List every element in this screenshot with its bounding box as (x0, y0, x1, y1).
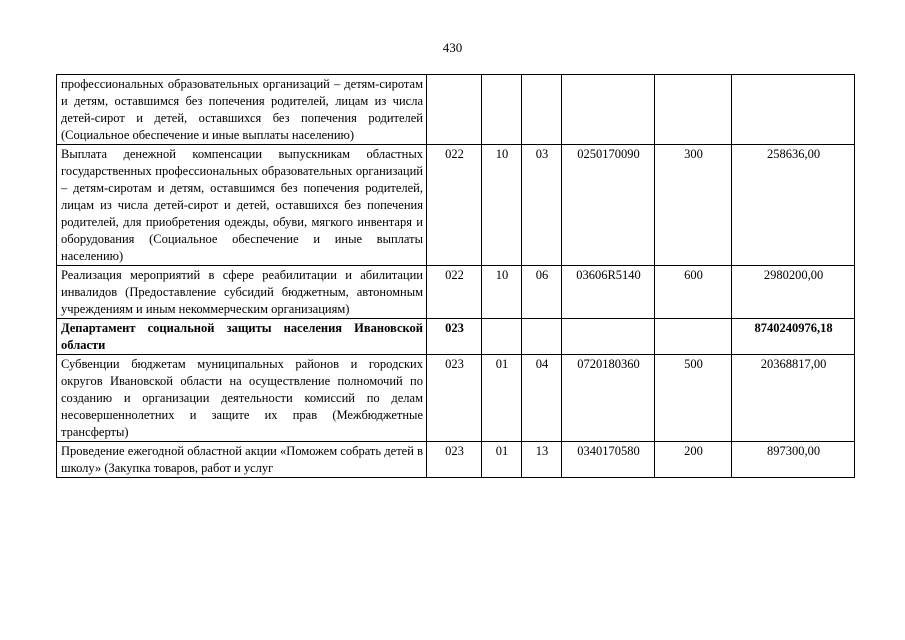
row-subsection-code (522, 75, 562, 145)
row-description: Выплата денежной компенсации выпускникам областных государственных профессиональных образовательных организаций – детям-сиротам и детям, оставшимся без попечения родителей, лицам из числа детей-сирот и детей, оставшихся без попечения родителей, для приобретения одежды, обуви, мягкого инвентаря и оборудования (Социальное обеспечение и иные выплаты населению) (57, 145, 427, 266)
row-ministry-code: 022 (427, 145, 482, 266)
row-expense-type: 600 (655, 266, 732, 319)
row-description: профессиональных образовательных организаций – детям-сиротам и детям, оставшимся без попечения родителей, лицам из числа детей-сирот и детей, оставшихся без попечения родителей (Социальное обеспечение и иные выплаты населению) (57, 75, 427, 145)
row-description: Реализация мероприятий в сфере реабилитации и абилитации инвалидов (Предоставление субсидий бюджетным, автономным учреждениям и иным некоммерческим организациям) (57, 266, 427, 319)
row-amount (732, 75, 855, 145)
row-section-code: 01 (482, 355, 522, 442)
row-amount: 20368817,00 (732, 355, 855, 442)
row-section-code: 10 (482, 145, 522, 266)
row-subsection-code: 04 (522, 355, 562, 442)
row-description: Департамент социальной защиты населения Ивановской области (57, 319, 427, 355)
row-target-article: 0720180360 (562, 355, 655, 442)
table-row (57, 319, 855, 355)
row-description: Субвенции бюджетам муниципальных районов и городских округов Ивановской области на осуществление полномочий по созданию и организации деятельности комиссий по делам несовершеннолетних и защите их прав (Межбюджетные трансферты) (57, 355, 427, 442)
row-expense-type: 500 (655, 355, 732, 442)
row-section-code (482, 319, 522, 355)
row-expense-type (655, 319, 732, 355)
row-subsection-code: 03 (522, 145, 562, 266)
row-target-article: 0340170580 (562, 442, 655, 478)
row-ministry-code (427, 75, 482, 145)
row-amount: 897300,00 (732, 442, 855, 478)
row-expense-type: 300 (655, 145, 732, 266)
row-expense-type (655, 75, 732, 145)
row-ministry-code: 022 (427, 266, 482, 319)
budget-table (56, 74, 855, 478)
table-row (57, 355, 855, 442)
row-target-article (562, 319, 655, 355)
row-ministry-code: 023 (427, 319, 482, 355)
row-target-article: 03606R5140 (562, 266, 655, 319)
row-target-article (562, 75, 655, 145)
row-expense-type: 200 (655, 442, 732, 478)
table-row (57, 75, 855, 145)
row-section-code: 01 (482, 442, 522, 478)
row-section-code: 10 (482, 266, 522, 319)
table-row (57, 266, 855, 319)
row-target-article: 0250170090 (562, 145, 655, 266)
row-subsection-code: 13 (522, 442, 562, 478)
table-row (57, 145, 855, 266)
row-section-code (482, 75, 522, 145)
page-number: 430 (442, 40, 463, 55)
row-amount: 2980200,00 (732, 266, 855, 319)
row-ministry-code: 023 (427, 442, 482, 478)
row-description: Проведение ежегодной областной акции «Поможем собрать детей в школу» (Закупка товаров, работ и услуг (57, 442, 427, 478)
row-ministry-code: 023 (427, 355, 482, 442)
table-row (57, 442, 855, 478)
row-subsection-code (522, 319, 562, 355)
row-amount: 8740240976,18 (732, 319, 855, 355)
row-amount: 258636,00 (732, 145, 855, 266)
row-subsection-code: 06 (522, 266, 562, 319)
